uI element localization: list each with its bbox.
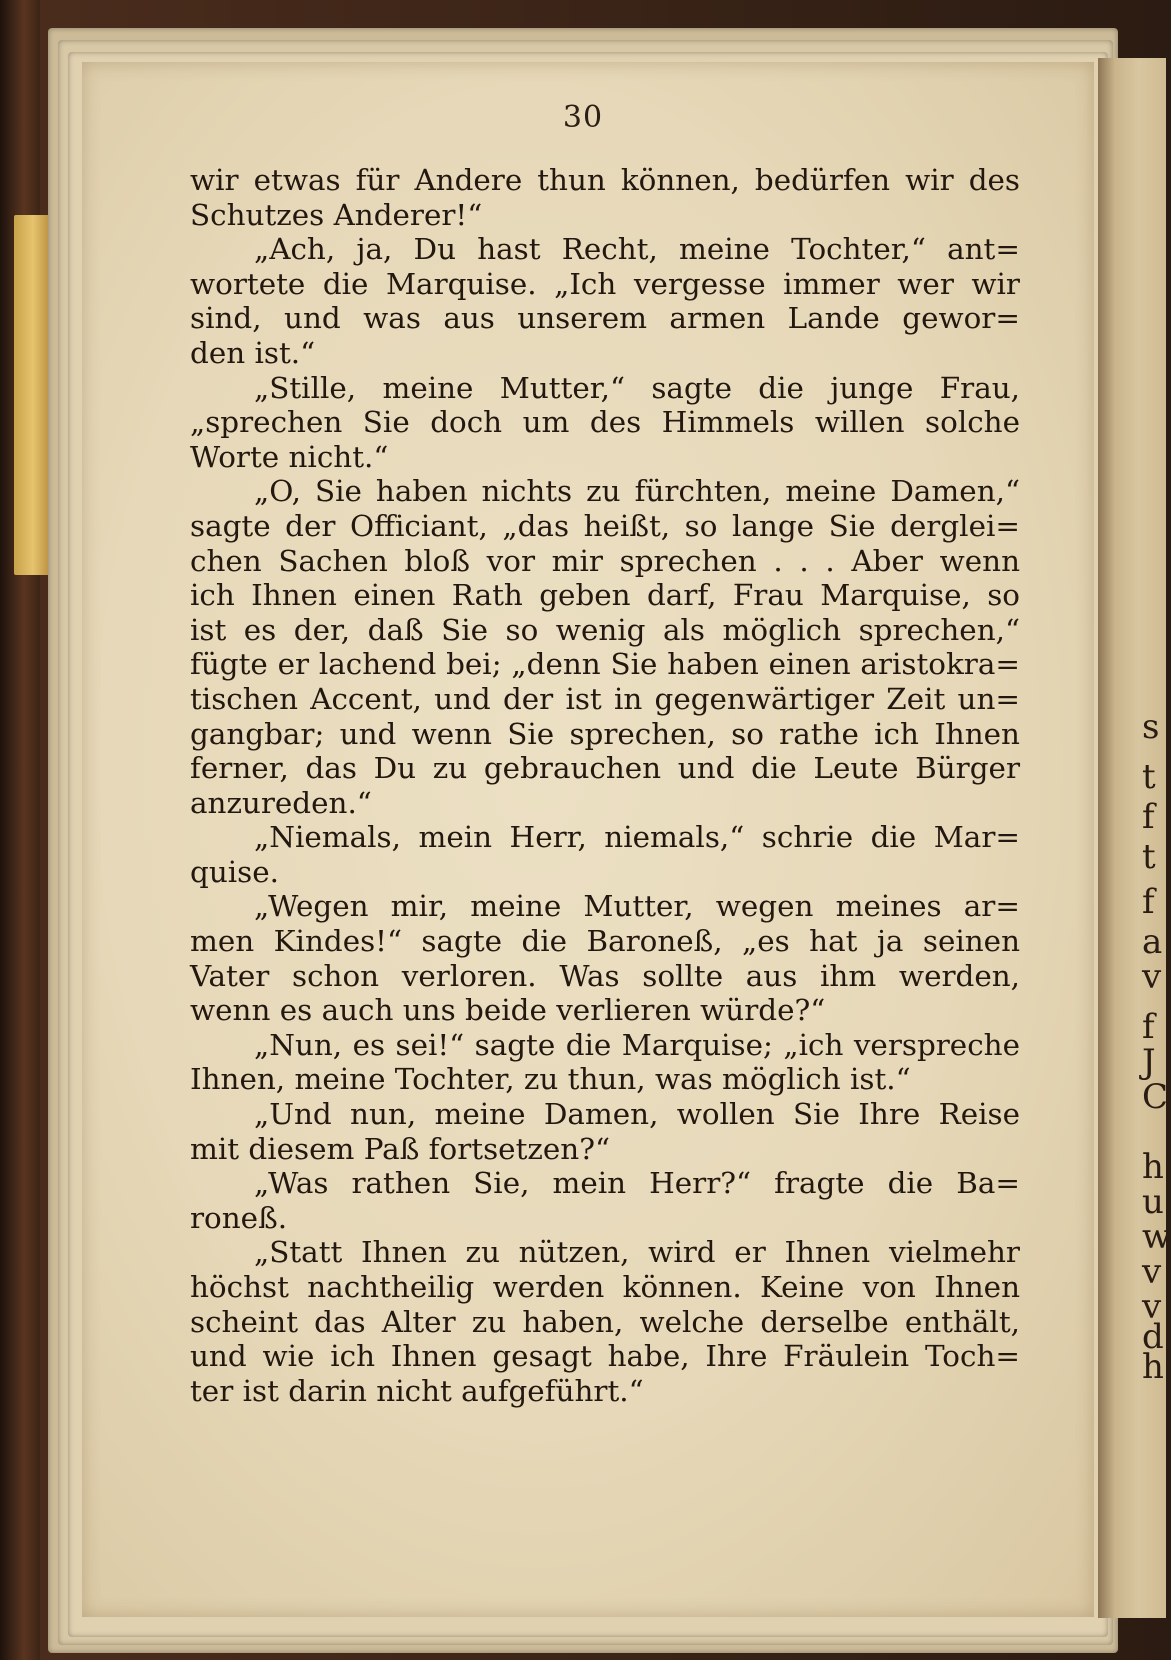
text-line: ist es der, daß Sie so wenig als möglich sprechen,“ — [190, 612, 1020, 647]
text-line: sagte der Officiant, „das heißt, so lange Sie derglei= — [190, 508, 1020, 543]
text-line: anzureden.“ — [190, 785, 372, 820]
facing-page-fragment: a — [1142, 922, 1163, 962]
text-line: ferner, das Du zu gebrauchen und die Leute Bürger — [190, 751, 1020, 786]
text-line: scheint das Alter zu haben, welche derselbe enthält, — [190, 1304, 1020, 1339]
text-line: „Statt Ihnen zu nützen, wird er Ihnen vielmehr — [254, 1235, 1020, 1270]
text-line: „O, Sie haben nichts zu fürchten, meine Damen,“ — [254, 474, 1020, 509]
text-line: wir etwas für Andere thun können, bedürfen wir des — [190, 163, 1020, 197]
facing-page-fragment: f — [1142, 797, 1155, 837]
facing-page-fragment: h — [1142, 1347, 1164, 1387]
facing-page-fragment: h — [1142, 1147, 1164, 1187]
text-line: wortete die Marquise. „Ich vergesse immer wer wir — [190, 266, 1020, 301]
facing-page-fragment: C — [1142, 1077, 1169, 1117]
facing-page-fragment: f — [1142, 1007, 1155, 1047]
facing-page-fragment: w — [1142, 1217, 1171, 1257]
text-line: „Niemals, mein Herr, niemals,“ schrie die Mar= — [254, 820, 1020, 855]
facing-page-fragment: u — [1142, 1182, 1164, 1222]
facing-page-fragment: f — [1142, 882, 1155, 922]
bookmark-ribbon — [14, 215, 52, 575]
text-line: „Und nun, meine Damen, wollen Sie Ihre Reise — [254, 1097, 1020, 1132]
text-line: „Nun, es sei!“ sagte die Marquise; „ich verspreche — [254, 1027, 1020, 1062]
text-line: wenn es auch uns beide verlieren würde?“ — [190, 993, 826, 1028]
text-line: tischen Accent, und der ist in gegenwärtiger Zeit un= — [190, 681, 1020, 716]
facing-page-fragment: v — [1142, 1252, 1162, 1292]
text-line: Vater schon verloren. Was sollte aus ihm werden, — [190, 958, 1020, 993]
text-line: „Ach, ja, Du hast Recht, meine Tochter,“ ant= — [254, 232, 1020, 267]
facing-page-fragment: s — [1142, 707, 1160, 747]
text-line: men Kindes!“ sagte die Baroneß, „es hat ja seinen — [190, 924, 1020, 959]
facing-page-fragment: v — [1142, 1287, 1162, 1327]
facing-page-edge — [1098, 58, 1171, 1618]
text-line: „Stille, meine Mutter,“ sagte die junge Frau, — [254, 370, 1020, 405]
text-line: Ihnen, meine Tochter, zu thun, was möglich ist.“ — [190, 1062, 911, 1097]
text-line: chen Sachen bloß vor mir sprechen . . . Aber wenn — [190, 543, 1020, 578]
text-line: roneß. — [190, 1200, 288, 1235]
text-line: mit diesem Paß fortsetzen?“ — [190, 1131, 610, 1166]
text-line: „Was rathen Sie, mein Herr?“ fragte die Ba= — [254, 1166, 1020, 1201]
text-line: ich Ihnen einen Rath geben darf, Frau Marquise, so — [190, 578, 1020, 613]
text-line: Schutzes Anderer!“ — [190, 197, 483, 232]
text-line: fügte er lachend bei; „denn Sie haben einen aristokra= — [190, 647, 1020, 682]
facing-page-fragment: d — [1142, 1317, 1164, 1357]
text-line: höchst nachtheilig werden können. Keine von Ihnen — [190, 1270, 1020, 1304]
text-line: Worte nicht.“ — [190, 439, 389, 474]
page-number: 30 — [562, 100, 604, 135]
text-line: ter ist darin nicht aufgeführt.“ — [190, 1373, 644, 1408]
page-text — [190, 163, 1020, 1408]
facing-page-fragment: J — [1142, 1042, 1156, 1082]
text-line: „sprechen Sie doch um des Himmels willen solche — [190, 405, 1020, 440]
text-line: gangbar; und wenn Sie sprechen, so rathe ich Ihnen — [190, 716, 1020, 751]
text-line: und wie ich Ihnen gesagt habe, Ihre Fräulein Toch= — [190, 1339, 1020, 1374]
text-line: sind, und was aus unserem armen Lande gewor= — [190, 301, 1020, 336]
text-line: den ist.“ — [190, 335, 316, 370]
facing-page-fragment: v — [1142, 957, 1162, 997]
facing-page-fragment: t — [1142, 837, 1156, 877]
text-line: quise. — [190, 854, 279, 889]
facing-page-fragment: t — [1142, 757, 1156, 797]
text-line: „Wegen mir, meine Mutter, wegen meines ar= — [254, 889, 1020, 924]
